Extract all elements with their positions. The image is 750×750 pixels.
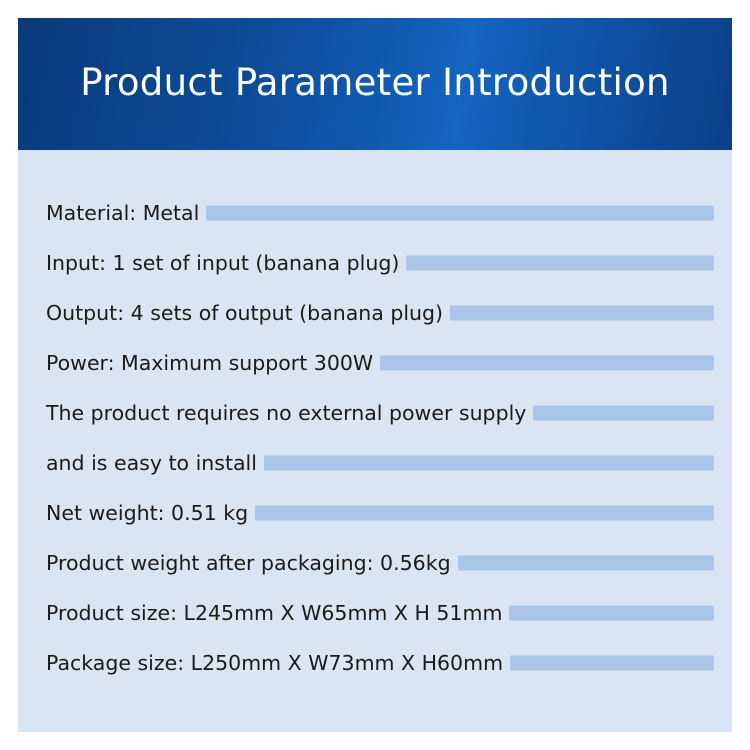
spec-text: Input: 1 set of input (banana plug) <box>46 253 406 274</box>
spec-text: The product requires no external power supply <box>46 403 533 424</box>
list-item <box>18 238 732 288</box>
list-item <box>18 338 732 388</box>
spec-text: Power: Maximum support 300W <box>46 353 380 374</box>
spec-text: Product size: L245mm X W65mm X H 51mm <box>46 603 509 624</box>
spec-text: Material: Metal <box>46 203 206 224</box>
page-header <box>18 18 732 150</box>
list-item <box>18 388 732 438</box>
list-item <box>18 188 732 238</box>
list-item <box>18 588 732 638</box>
page-title: Product Parameter Introduction <box>80 60 670 104</box>
spec-text: Product weight after packaging: 0.56kg <box>46 553 458 574</box>
spec-text: and is easy to install <box>46 453 264 474</box>
spec-card <box>18 18 732 732</box>
list-item <box>18 438 732 488</box>
list-item <box>18 638 732 688</box>
spec-list <box>18 150 732 732</box>
spec-text: Output: 4 sets of output (banana plug) <box>46 303 450 324</box>
list-item <box>18 288 732 338</box>
spec-text: Package size: L250mm X W73mm X H60mm <box>46 653 510 674</box>
list-item <box>18 488 732 538</box>
spec-text: Net weight: 0.51 kg <box>46 503 255 524</box>
list-item <box>18 538 732 588</box>
